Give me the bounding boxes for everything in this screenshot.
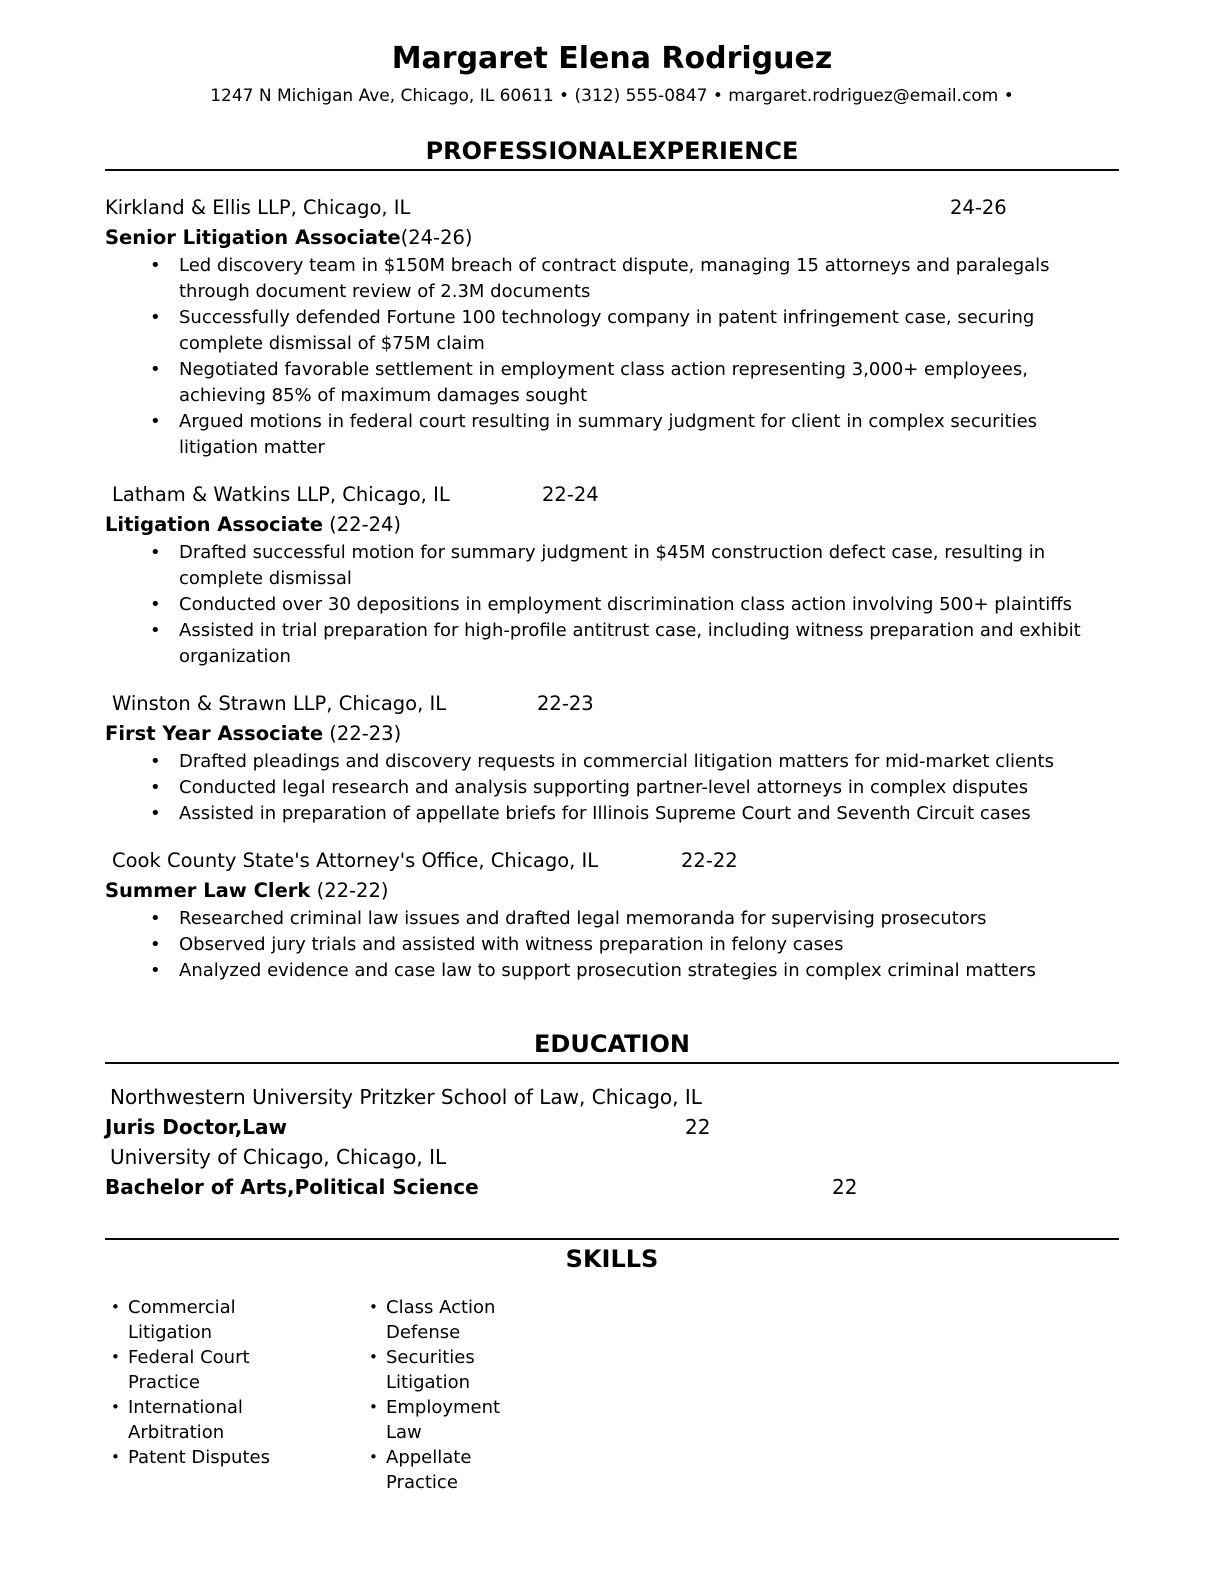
company-line [105, 481, 1119, 508]
bullet-text: Drafted successful motion for summary judgment in $45M construction defect case, resulting in complete dismissal [179, 542, 1046, 589]
bullet-text: Negotiated favorable settlement in employment class action representing 3,000+ employees, achieving 85% of maximum damages sought [179, 359, 1028, 406]
skill-item [369, 1345, 627, 1395]
bullet-list [105, 906, 1119, 984]
bullet-text: Led discovery team in $150M breach of contract dispute, managing 15 attorneys and paralegals through document review of 2.3M documents [179, 255, 1050, 302]
skill-item [111, 1295, 369, 1345]
bullet-icon: • [150, 594, 161, 615]
bullet-item [105, 409, 1119, 461]
experience-entry-latham [105, 481, 1119, 670]
company-name: Kirkland & Ellis LLP, Chicago, IL [105, 196, 411, 219]
education-school: University of Chicago, Chicago, IL [110, 1145, 447, 1169]
bullet-icon: • [150, 934, 161, 955]
bullet-item [105, 357, 1119, 409]
bullet-icon: • [150, 542, 161, 563]
skill-text: Commercial Litigation [128, 1297, 236, 1343]
education-year: 22 [832, 1175, 858, 1199]
bullet-text: Conducted legal research and analysis supporting partner-level attorneys in complex disputes [179, 777, 1029, 798]
bullet-item [105, 775, 1119, 801]
bullet-item [105, 305, 1119, 357]
bullet-item [105, 958, 1119, 984]
person-name: Margaret Elena Rodriguez [391, 41, 833, 76]
skill-text: Employment Law [386, 1397, 501, 1443]
bullet-icon: • [150, 359, 161, 380]
bullet-text: Drafted pleadings and discovery requests in commercial litigation matters for mid-market clients [179, 751, 1054, 772]
company-line [105, 847, 1119, 874]
bullet-item [105, 906, 1119, 932]
bullet-icon: • [111, 1298, 120, 1316]
company-dates: 22-24 [542, 483, 599, 506]
company-line [105, 690, 1119, 717]
company-line [105, 194, 1119, 221]
education-year: 22 [685, 1115, 711, 1139]
bullet-list [105, 253, 1119, 461]
bullet-text: Argued motions in federal court resulting in summary judgment for client in complex securities litigation matter [179, 411, 1038, 458]
skills-column-1 [111, 1295, 369, 1495]
skill-text: Appellate Practice [386, 1447, 472, 1493]
skill-text: International Arbitration [128, 1397, 243, 1443]
skill-item [111, 1345, 369, 1395]
bullet-list [105, 540, 1119, 670]
skill-item [369, 1295, 627, 1345]
job-title: Senior Litigation Associate [105, 226, 401, 249]
bullet-text: Researched criminal law issues and drafted legal memoranda for supervising prosecutors [179, 908, 987, 929]
education-degree-line [105, 1172, 1119, 1202]
company-name: Winston & Strawn LLP, Chicago, IL [112, 692, 447, 715]
skills-divider [105, 1238, 1119, 1240]
bullet-text: Successfully defended Fortune 100 technology company in patent infringement case, securing complete dismissal of $75M claim [179, 307, 1035, 354]
experience-entry-kirkland [105, 194, 1119, 461]
job-title-dates: (24-26) [400, 226, 473, 249]
bullet-item [105, 540, 1119, 592]
skill-text: Patent Disputes [128, 1447, 270, 1468]
bullet-icon: • [150, 777, 161, 798]
education-section [105, 1082, 1119, 1202]
skill-text: Class Action Defense [386, 1297, 496, 1343]
bullet-icon: • [369, 1348, 378, 1366]
bullet-icon: • [111, 1348, 120, 1366]
company-dates: 22-23 [537, 692, 594, 715]
education-school: Northwestern University Pritzker School of Law, Chicago, IL [110, 1085, 702, 1109]
bullet-icon: • [150, 411, 161, 432]
bullet-item [105, 618, 1119, 670]
company-dates: 22-22 [681, 849, 738, 872]
skill-item [111, 1395, 369, 1445]
bullet-icon: • [111, 1448, 120, 1466]
education-degree-line [105, 1112, 1119, 1142]
bullet-item [105, 253, 1119, 305]
bullet-item [105, 749, 1119, 775]
bullet-text: Analyzed evidence and case law to support prosecution strategies in complex criminal matters [179, 960, 1036, 981]
job-title-line [105, 720, 1119, 747]
bullet-icon: • [111, 1398, 120, 1416]
experience-section [105, 194, 1119, 984]
bullet-icon: • [150, 803, 161, 824]
skill-item [369, 1395, 627, 1445]
bullet-icon: • [150, 255, 161, 276]
bullet-text: Observed jury trials and assisted with witness preparation in felony cases [179, 934, 844, 955]
job-title-line [105, 877, 1119, 904]
section-heading-experience: PROFESSIONALEXPERIENCE [425, 137, 799, 165]
skill-item [369, 1445, 627, 1495]
job-title-dates: (22-22) [310, 879, 389, 902]
skills-column-2 [369, 1295, 627, 1495]
job-title-line [105, 224, 1119, 251]
experience-divider [105, 169, 1119, 171]
company-name: Latham & Watkins LLP, Chicago, IL [112, 483, 450, 506]
bullet-icon: • [369, 1398, 378, 1416]
bullet-text: Conducted over 30 depositions in employment discrimination class action involving 500+ plaintiffs [179, 594, 1072, 615]
skill-text: Federal Court Practice [128, 1347, 250, 1393]
education-degree: Bachelor of Arts,Political Science [105, 1175, 479, 1199]
experience-entry-winston [105, 690, 1119, 827]
bullet-icon: • [150, 620, 161, 641]
bullet-icon: • [369, 1298, 378, 1316]
bullet-item [105, 592, 1119, 618]
bullet-icon: • [150, 960, 161, 981]
skill-text: Securities Litigation [386, 1347, 475, 1393]
bullet-item [105, 801, 1119, 827]
experience-entry-cook-county [105, 847, 1119, 984]
company-dates: 24-26 [950, 196, 1007, 219]
company-name: Cook County State's Attorney's Office, Chicago, IL [112, 849, 599, 872]
job-title-dates: (22-24) [322, 513, 402, 536]
job-title: Summer Law Clerk [105, 879, 311, 902]
skill-item [111, 1445, 369, 1470]
bullet-text: Assisted in preparation of appellate briefs for Illinois Supreme Court and Seventh Circuit cases [179, 803, 1031, 824]
bullet-list [105, 749, 1119, 827]
section-heading-education: EDUCATION [534, 1030, 690, 1058]
bullet-icon: • [150, 751, 161, 772]
bullet-icon: • [150, 908, 161, 929]
bullet-text: Assisted in trial preparation for high-profile antitrust case, including witness preparation and exhibit organization [179, 620, 1081, 667]
job-title-dates: (22-23) [323, 722, 402, 745]
bullet-icon: • [369, 1448, 378, 1466]
contact-line: 1247 N Michigan Ave, Chicago, IL 60611 • (312) 555-0847 • margaret.rodriguez@email.com • [210, 86, 1014, 106]
education-divider [105, 1062, 1119, 1064]
section-heading-skills: SKILLS [565, 1245, 659, 1273]
job-title: First Year Associate [105, 722, 324, 745]
bullet-item [105, 932, 1119, 958]
skills-section [105, 1295, 1119, 1495]
job-title-line [105, 511, 1119, 538]
bullet-icon: • [150, 307, 161, 328]
education-degree: Juris Doctor,Law [105, 1115, 288, 1139]
job-title: Litigation Associate [105, 513, 323, 536]
